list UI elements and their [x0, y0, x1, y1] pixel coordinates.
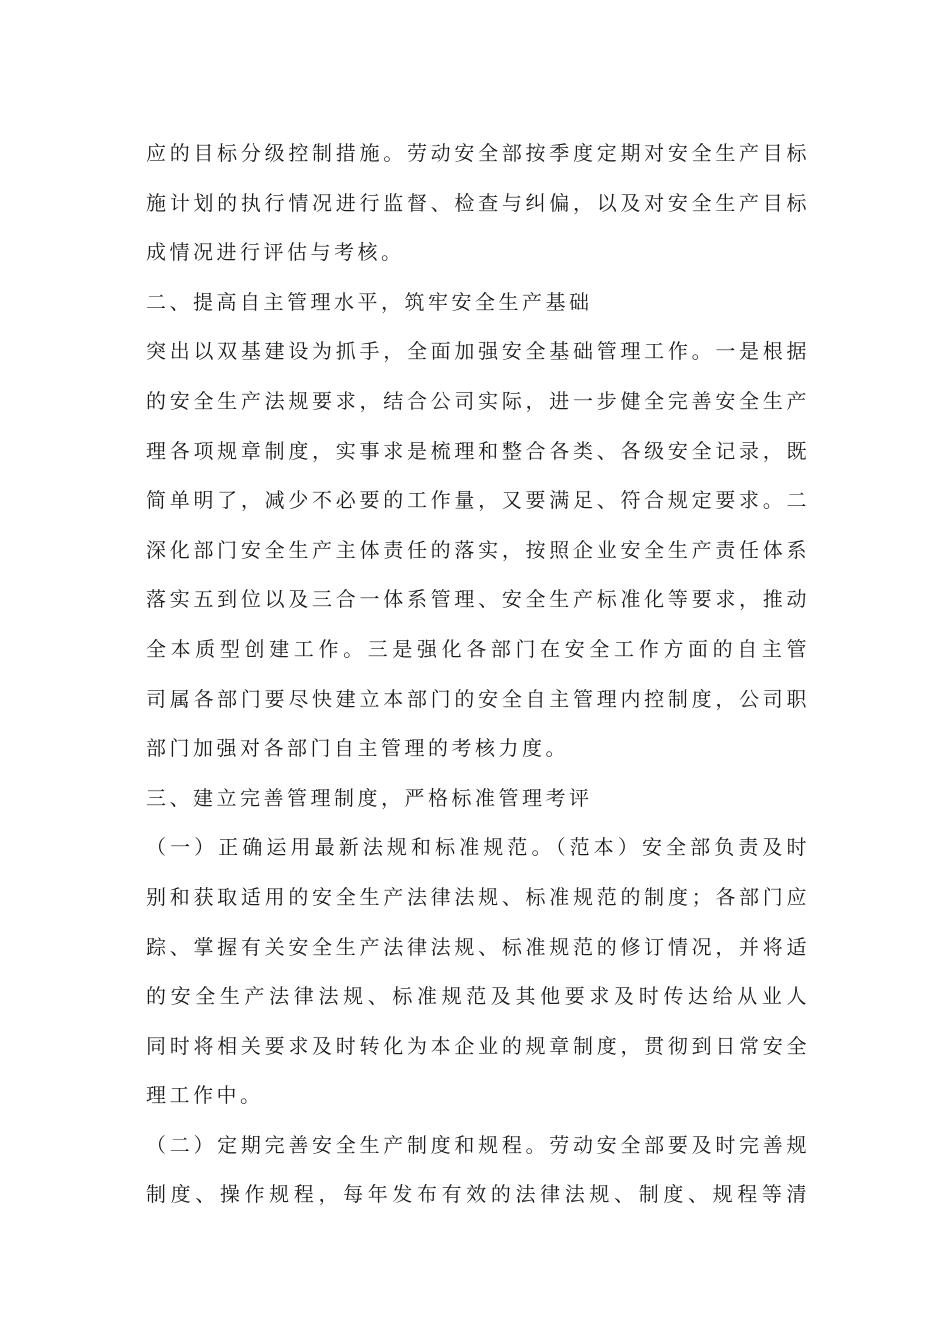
- text-line: 司属各部门要尽快建立本部门的安全自主管理内控制度，公司职: [146, 686, 810, 711]
- document-body: [146, 129, 810, 1220]
- text-line: 踪、掌握有关安全生产法律法规、标准规范的修订情况，并将适: [146, 934, 810, 959]
- text-line: 的安全生产法规要求，结合公司实际，进一步健全完善安全生产: [146, 388, 810, 413]
- text-line: 制度、操作规程，每年发布有效的法律法规、制度、规程等清: [146, 1182, 810, 1207]
- text-line: 的安全生产法律法规、标准规范及其他要求及时传达给从业人: [146, 984, 810, 1009]
- text-line: 三、建立完善管理制度，严格标准管理考评: [146, 785, 593, 810]
- text-line: 简单明了，减少不必要的工作量，又要满足、符合规定要求。二: [146, 488, 810, 513]
- text-line: 同时将相关要求及时转化为本企业的规章制度，贯彻到日常安全: [146, 1033, 810, 1058]
- text-line: 全本质型创建工作。三是强化各部门在安全工作方面的自主管: [146, 636, 810, 661]
- text-line: （二）定期完善安全生产制度和规程。劳动安全部要及时完善规: [146, 1132, 810, 1157]
- text-line: 成情况进行评估与考核。: [146, 240, 405, 265]
- text-line: 深化部门安全生产主体责任的落实，按照企业安全生产责任体系: [146, 537, 810, 562]
- text-line: 别和获取适用的安全生产法律法规、标准规范的制度；各部门应: [146, 884, 810, 909]
- text-line: （一）正确运用最新法规和标准规范。（范本）安全部负责及时: [146, 835, 810, 860]
- text-line: 理各项规章制度，实事求是梳理和整合各类、各级安全记录，既: [146, 438, 810, 463]
- text-line: 施计划的执行情况进行监督、检查与纠偏，以及对安全生产目标: [146, 190, 810, 215]
- text-line: 二、提高自主管理水平，筑牢安全生产基础: [146, 289, 593, 314]
- text-line: 应的目标分级控制措施。劳动安全部按季度定期对安全生产目标: [146, 141, 810, 165]
- text-line: 突出以双基建设为抓手，全面加强安全基础管理工作。一是根据: [146, 339, 810, 364]
- text-line: 理工作中。: [146, 1083, 264, 1108]
- text-line: 落实五到位以及三合一体系管理、安全生产标准化等要求，推动: [146, 587, 810, 612]
- text-line: 部门加强对各部门自主管理的考核力度。: [146, 736, 569, 761]
